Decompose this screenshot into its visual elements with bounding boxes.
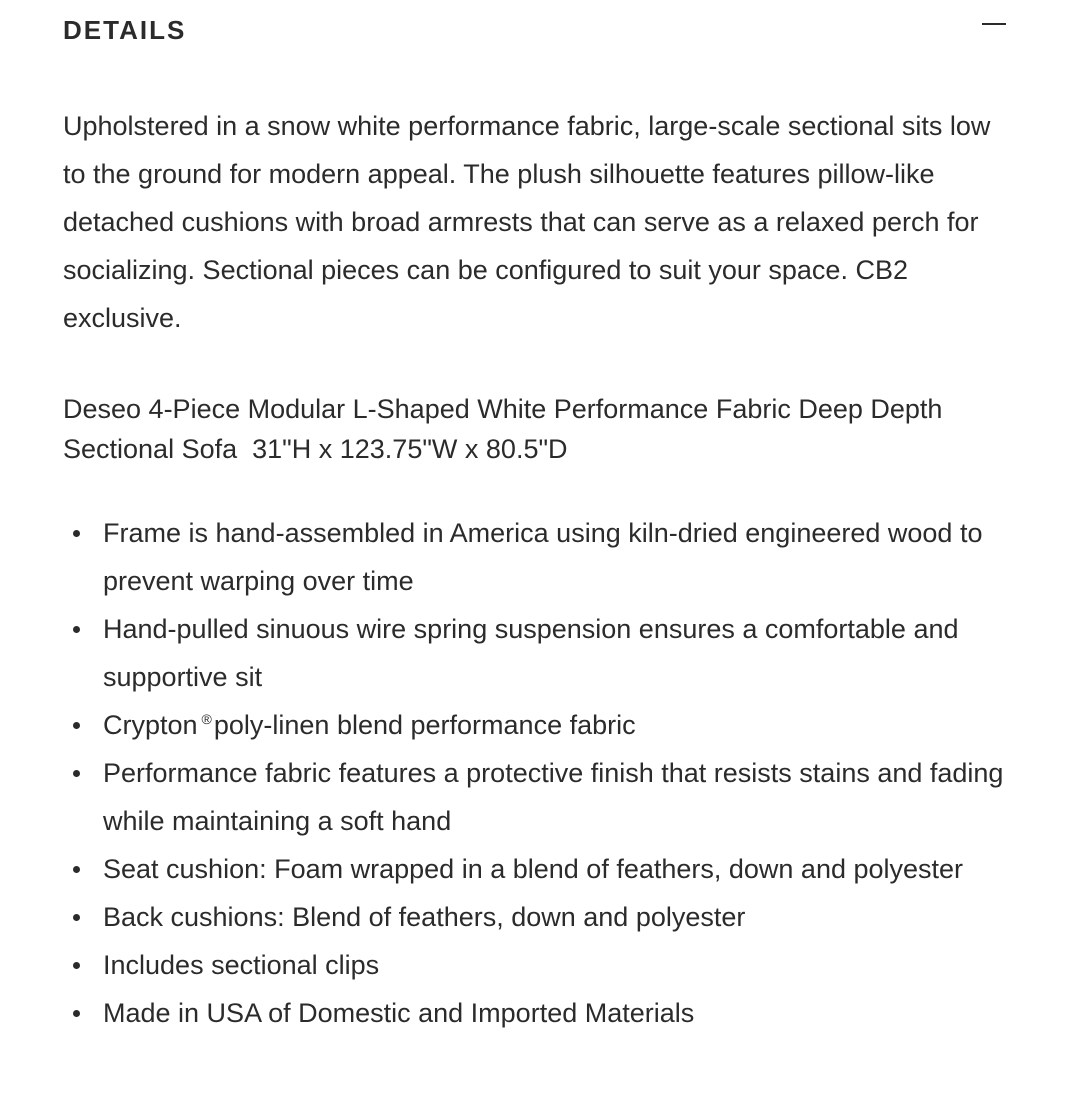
product-name-dimensions xyxy=(63,389,1008,469)
fabric-brand: Crypton xyxy=(103,710,198,740)
product-name: Deseo 4-Piece Modular L-Shaped White Performance Fabric Deep Depth Sectional Sofa xyxy=(63,394,950,464)
list-item: Includes sectional clips xyxy=(103,941,1008,989)
product-description: Upholstered in a snow white performance fabric, large-scale sectional sits low to the ground for modern appeal. The plush silhouette features pillow-like detached cushions with broad armrests that can serve as a relaxed perch for socializing. Sectional pieces can be configured to suit your space. CB2 exclusive. xyxy=(63,111,991,333)
list-item: Back cushions: Blend of feathers, down and polyester xyxy=(103,893,1008,941)
product-dimensions: 31"H x 123.75"W x 80.5"D xyxy=(252,434,568,464)
fabric-description: poly-linen blend performance fabric xyxy=(213,710,636,740)
list-item: Frame is hand-assembled in America using kiln-dried engineered wood to prevent warping over time xyxy=(103,509,1008,605)
collapse-button[interactable] xyxy=(980,10,1008,38)
details-section xyxy=(63,0,1008,1028)
registered-mark: ® xyxy=(201,711,212,727)
list-item xyxy=(103,701,1008,749)
section-title: DETAILS xyxy=(63,15,187,45)
list-item: Made in USA of Domestic and Imported Materials xyxy=(103,989,1008,1037)
features-list xyxy=(63,509,1008,1037)
minus-icon xyxy=(982,23,1006,25)
list-item: Performance fabric features a protective finish that resists stains and fading while maintaining a soft hand xyxy=(103,749,1008,845)
list-item: Seat cushion: Foam wrapped in a blend of feathers, down and polyester xyxy=(103,845,1008,893)
details-header[interactable] xyxy=(63,0,1008,62)
list-item: Hand-pulled sinuous wire spring suspension ensures a comfortable and supportive sit xyxy=(103,605,1008,701)
